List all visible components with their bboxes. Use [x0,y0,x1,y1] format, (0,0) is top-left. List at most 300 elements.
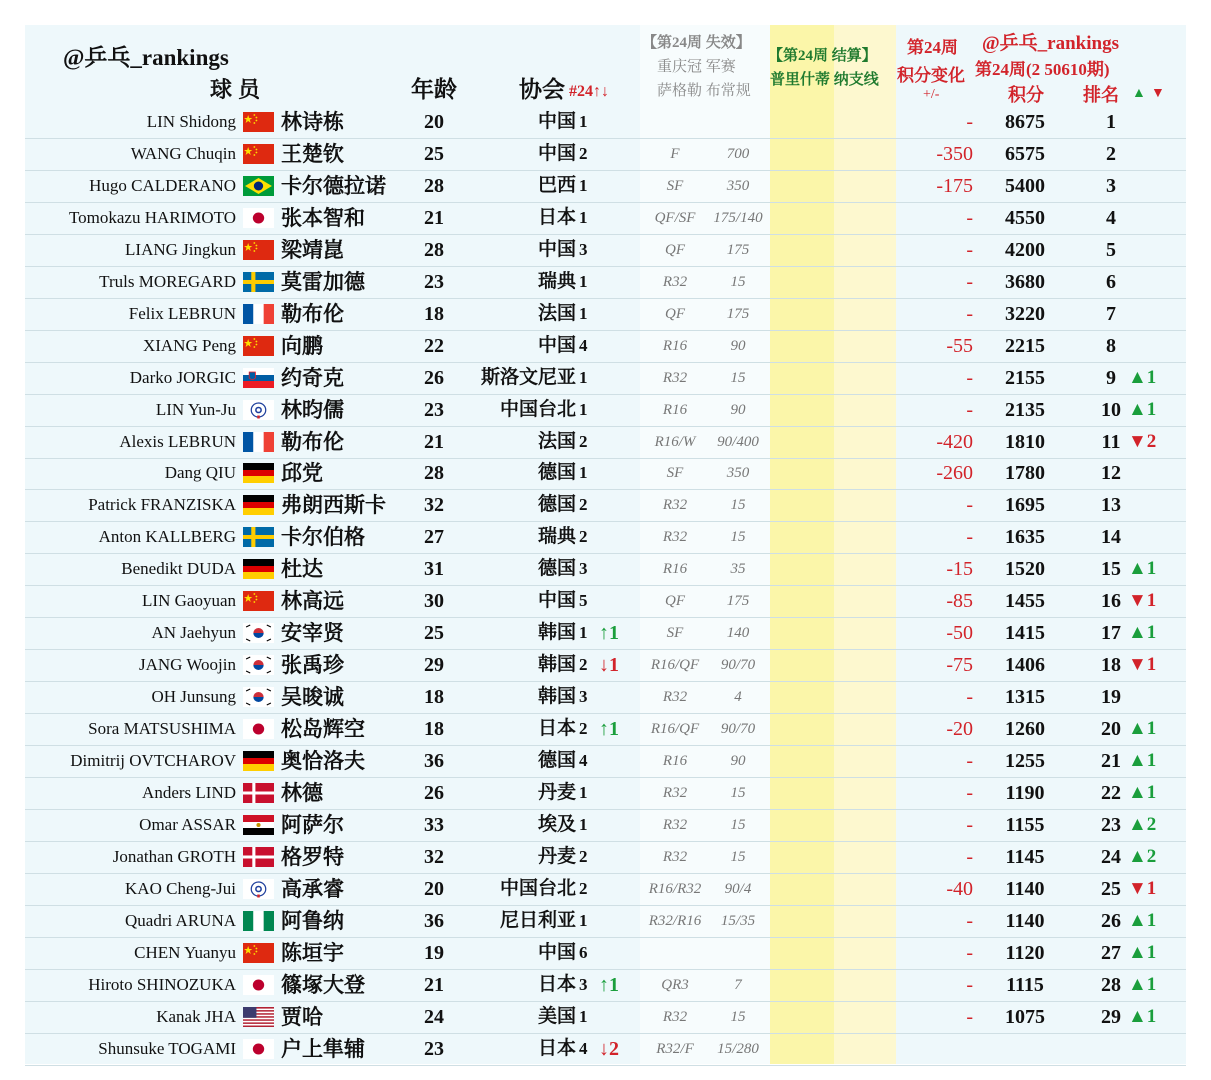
ranking-points: 1260 [1005,718,1045,741]
header-settle-1: 【第24周 结算】 [768,48,877,64]
player-name-cn: 林高远 [281,589,344,614]
expiring-round: QF [665,593,685,610]
brazil-flag-icon [243,176,274,196]
world-rank: 10 [1101,398,1121,421]
expiring-result [640,489,770,521]
points-change: - [966,909,973,932]
header-assoc-rank: #24↑↓ [569,83,609,100]
expiring-points: 15 [730,369,746,386]
world-rank: 20 [1101,718,1121,741]
expiring-result [640,681,770,713]
table-row [25,873,1186,906]
expiring-result [640,585,770,617]
expiring-round: R32 [662,497,688,514]
expiring-round: R16/W [654,433,696,450]
expiring-round: QF [665,241,685,258]
player-name-cn: 吴晙诚 [281,685,344,710]
germany-flag-icon [243,463,274,483]
player-name-cn: 王楚钦 [281,141,344,166]
player-age: 20 [424,111,444,133]
player-association: 德国 [537,558,576,580]
player-age: 18 [424,302,444,325]
nigeria-flag-icon [243,911,274,931]
player-name-cn: 张禹珍 [281,653,344,678]
expiring-points: 90/400 [717,433,759,450]
rank-movement: ▲1 [1128,973,1157,995]
header-player: 球员 [210,77,267,102]
rank-movement: ▲1 [1128,1005,1157,1027]
rank-movement: ▲2 [1128,845,1157,867]
expiring-result [640,138,770,170]
table-row [25,394,1186,427]
ranking-points: 1075 [1005,1005,1045,1028]
points-change: - [966,302,973,325]
association-rank-change: ↓1 [599,654,619,677]
player-association: 丹麦 [537,845,576,867]
expiring-result [640,873,770,905]
player-name-cn: 杜达 [281,557,323,582]
table-row [25,681,1186,714]
player-name-cn: 阿萨尔 [281,812,344,837]
expiring-round: SF [666,177,684,194]
expiring-result [640,841,770,873]
expiring-points: 15 [730,497,746,514]
expiring-result [640,362,770,394]
association-rank: 2 [579,143,588,163]
expiring-result [640,521,770,553]
table-row [25,362,1186,395]
association-rank: 5 [579,591,588,611]
player-name-en: Omar ASSAR [139,814,236,834]
tpe-flag-icon [243,879,274,899]
player-name-cn: 弗朗西斯卡 [281,493,386,518]
world-rank: 18 [1101,654,1121,677]
points-change: -40 [946,877,973,900]
player-name-en: CHEN Yuanyu [134,942,236,962]
player-association: 中国 [537,941,576,963]
rank-movement: ▼2 [1128,430,1157,452]
table-row [25,777,1186,810]
expiring-round: R32 [662,273,688,290]
player-association: 日本 [537,1037,576,1059]
header-up-icon: ▲ [1132,86,1146,101]
expiring-points: 175 [726,593,750,610]
ranking-points: 2135 [1005,398,1045,421]
player-age: 20 [424,877,444,900]
association-rank: 3 [579,687,588,707]
expiring-round: R32 [662,1008,688,1025]
player-name-cn: 勒布伦 [281,429,344,454]
player-age: 25 [424,622,444,645]
player-name-en: Tomokazu HARIMOTO [68,207,236,227]
expiring-result [640,713,770,745]
player-association: 中国 [537,238,576,260]
player-age: 33 [424,813,444,836]
expiring-round: R32 [662,529,688,546]
player-association: 韩国 [537,686,576,708]
expiring-points: 7 [734,976,742,993]
points-change: -350 [936,142,973,165]
header-assoc: 协会 [519,77,565,102]
world-rank: 8 [1106,334,1116,357]
player-name-en: KAO Cheng-Jui [125,878,236,898]
player-name-cn: 奥恰洛夫 [281,749,365,773]
expiring-round: R32/F [656,1040,694,1057]
points-change: - [966,111,973,133]
player-name-cn: 陈垣宇 [281,940,344,965]
world-rank: 16 [1101,590,1121,613]
ranking-points: 6575 [1005,142,1045,165]
header-change-3: +/- [923,87,940,102]
header-points-1: 第24周(2 50610期) [975,60,1110,79]
table-row [25,1001,1186,1034]
china-flag-icon [243,144,274,164]
association-rank: 6 [579,942,588,962]
header-loss-2: 重庆冠 军赛 [657,59,736,75]
player-name-en: Dimitrij OVTCHAROV [70,751,236,770]
expiring-points: 15/35 [720,912,756,929]
player-name-cn: 贾哈 [281,1004,323,1029]
egypt-flag-icon [243,815,274,835]
player-name-en: Hugo CALDERANO [89,175,236,195]
ranking-points: 1810 [1005,430,1045,453]
player-age: 31 [424,558,444,581]
ranking-points: 5400 [1005,174,1045,197]
usa-flag-icon [243,1007,274,1027]
expiring-round: R32 [662,689,688,706]
rank-movement: ▲1 [1128,750,1157,771]
ranking-points: 1635 [1005,526,1045,549]
ranking-points: 1155 [1005,813,1045,836]
expiring-round: R16 [662,337,688,354]
player-name-cn: 卡尔德拉诺 [281,173,386,198]
player-name-cn: 梁靖崑 [281,237,344,262]
player-name-en: Dang QIU [164,463,236,483]
header-settle-2: 普里什蒂 纳支线 [770,72,879,88]
points-change: -175 [936,174,973,197]
world-rank: 24 [1101,845,1121,868]
ranking-points: 4550 [1005,206,1045,229]
expiring-round: R16/QF [650,657,700,674]
ranking-points: 1120 [1005,941,1045,964]
expiring-points: 15/280 [717,1040,759,1057]
ranking-points: 4200 [1005,238,1045,261]
table-header [25,25,1186,106]
world-rank: 19 [1101,686,1121,709]
world-rank: 2 [1106,142,1116,165]
china-flag-icon [243,336,274,356]
world-rank: 13 [1101,494,1121,517]
header-down-icon: ▼ [1151,86,1165,101]
player-name-en: Patrick FRANZISKA [88,495,236,515]
player-association: 韩国 [537,622,576,644]
world-rank: 21 [1101,750,1121,772]
table-row [25,106,1186,139]
ranking-points: 1140 [1005,909,1045,932]
tpe-flag-icon [243,400,274,420]
sweden-flag-icon [243,272,274,292]
world-rank: 12 [1101,462,1121,485]
expiring-round: QR3 [661,976,689,993]
expiring-result [640,937,770,969]
association-rank: 2 [579,431,588,451]
association-rank-change: ↓2 [599,1037,619,1060]
ranking-points [983,1033,1067,1065]
points-change: - [966,973,973,996]
association-rank: 1 [579,623,588,643]
player-name-en: WANG Chuqin [130,143,236,163]
association-rank: 2 [579,495,588,515]
association-rank: 1 [579,782,588,802]
japan-flag-icon [243,1039,274,1059]
player-association: 尼日利亚 [499,909,576,931]
association-rank-change: ↑1 [599,622,619,645]
player-name-cn: 莫雷加德 [281,269,365,294]
ranking-points: 1415 [1005,622,1045,645]
player-age: 21 [424,206,444,229]
table-row [25,649,1186,682]
rank-movement: ▲1 [1128,558,1157,580]
player-association: 韩国 [537,654,576,676]
world-rank: 26 [1101,909,1121,932]
player-name-en: XIANG Peng [142,335,236,355]
expiring-round: R32 [662,816,688,833]
player-name-cn: 阿鲁纳 [281,908,344,933]
expiring-round: R16/R32 [648,880,702,897]
player-age: 36 [424,909,444,932]
rank-movement: ▼1 [1128,590,1157,612]
points-change: - [966,366,973,389]
player-age: 24 [424,1005,444,1028]
ranking-points: 8675 [1005,111,1045,133]
expiring-points: 90 [730,753,746,769]
expiring-round: SF [666,465,684,482]
player-age: 23 [424,398,444,421]
player-name-en: LIANG Jingkun [125,239,236,259]
association-rank: 1 [579,175,588,195]
expiring-points: 700 [726,145,750,162]
world-rank: 6 [1106,270,1116,293]
player-association: 美国 [537,1005,576,1027]
player-name-cn: 张本智和 [281,205,365,230]
player-name-cn: 勒布伦 [281,301,344,326]
expiring-round: SF [666,625,684,642]
player-age: 26 [424,781,444,804]
table-row [25,937,1186,970]
world-rank: 27 [1101,941,1121,964]
ranking-points: 1695 [1005,494,1045,517]
player-age: 28 [424,174,444,197]
player-age: 29 [424,654,444,677]
association-rank: 1 [579,463,588,483]
table-row [25,745,1186,778]
player-association: 瑞典 [537,270,576,292]
association-rank: 2 [579,655,588,675]
rank-movement: ▲1 [1128,941,1157,963]
denmark-flag-icon [243,847,274,867]
expiring-points: 350 [726,177,750,194]
ranking-points: 1145 [1005,845,1045,868]
player-name-en: JANG Woojin [138,655,236,675]
world-rank: 1 [1106,111,1116,133]
player-association: 瑞典 [537,526,576,548]
header-loss-3: 萨格勒 布常规 [657,83,751,99]
world-rank: 11 [1101,430,1121,453]
points-change: - [966,781,973,804]
points-change: - [966,686,973,709]
world-rank: 5 [1106,238,1116,261]
rank-movement: ▼1 [1128,877,1157,899]
player-name-en: Jonathan GROTH [112,846,236,866]
association-rank-change: ↑1 [599,718,619,741]
japan-flag-icon [243,208,274,228]
rank-movement: ▲1 [1128,622,1157,644]
player-age: 18 [424,686,444,709]
player-name-cn: 卡尔伯格 [281,525,365,550]
japan-flag-icon [243,975,274,995]
player-name-en: Hiroto SHINOZUKA [88,974,236,994]
table-row [25,713,1186,746]
player-name-cn: 约奇克 [281,365,344,390]
ranking-points: 3680 [1005,270,1045,293]
table-row [25,170,1186,203]
rank-movement: ▲1 [1128,366,1157,388]
player-name-cn: 篠塚大登 [281,972,365,997]
expiring-points: 35 [730,561,746,578]
expiring-round: R16 [662,561,688,578]
denmark-flag-icon [243,783,274,803]
player-association: 中国 [537,334,576,356]
player-age: 28 [424,462,444,485]
player-name-cn: 格罗特 [281,844,344,869]
player-association: 丹麦 [537,781,576,803]
ranking-points: 1780 [1005,462,1045,485]
expiring-points: 175/140 [713,209,763,226]
points-change: - [966,206,973,229]
expiring-points: 90 [730,401,746,418]
korea-flag-icon [243,623,274,643]
association-rank: 1 [579,910,588,930]
ranking-points: 3220 [1005,302,1045,325]
points-change: - [966,526,973,549]
player-age: 32 [424,494,444,517]
association-rank: 1 [579,271,588,291]
expiring-points: 90/4 [724,880,752,897]
points-change: -260 [936,462,973,485]
player-association: 日本 [537,973,576,995]
expiring-round: R16/QF [650,721,700,738]
player-age: 18 [424,718,444,741]
expiring-points: 350 [726,465,750,482]
expiring-round: R16 [662,753,688,769]
china-flag-icon [243,112,274,132]
expiring-result [640,394,770,426]
player-age: 21 [424,430,444,453]
expiring-result [640,234,770,266]
table-row [25,457,1186,490]
china-flag-icon [243,943,274,963]
association-rank: 1 [579,303,588,323]
player-association: 埃及 [537,813,576,835]
expiring-round: QF/SF [654,209,696,226]
player-age: 36 [424,750,444,772]
player-name-en: Darko JORGIC [129,367,236,387]
player-age: 27 [424,526,444,549]
association-rank: 2 [579,527,588,547]
player-name-cn: 林昀儒 [281,397,344,422]
player-age: 21 [424,973,444,996]
rank-movement: ▼1 [1128,654,1157,676]
points-change: -50 [946,622,973,645]
france-flag-icon [243,432,274,452]
ranking-points: 2155 [1005,366,1045,389]
expiring-result [640,1033,770,1065]
expiring-points: 4 [734,689,742,706]
expiring-points: 140 [726,625,750,642]
player-name-en: AN Jaehyun [151,623,236,643]
header-rank: 排名 [1083,85,1119,105]
player-name-en: Kanak JHA [156,1006,236,1026]
watermark-right: @乒乓_rankings [982,33,1119,54]
association-rank: 3 [579,239,588,259]
expiring-points: 90/70 [720,721,756,738]
korea-flag-icon [243,655,274,675]
world-rank: 15 [1101,558,1121,581]
world-rank: 23 [1101,813,1121,836]
ranking-board [25,25,1186,1064]
expiring-points: 175 [726,305,750,322]
points-change: -420 [936,430,973,453]
player-name-cn: 安宰贤 [281,621,344,646]
player-age: 25 [424,142,444,165]
expiring-result [640,298,770,330]
player-name-cn: 邱党 [281,461,323,486]
rank-movement: ▲1 [1128,718,1157,740]
association-rank: 2 [579,846,588,866]
rank-movement: ▲1 [1128,909,1157,931]
world-rank: 17 [1101,622,1121,645]
expiring-result [640,649,770,681]
player-association: 斯洛文尼亚 [480,366,576,388]
table-row [25,330,1186,363]
world-rank: 3 [1106,174,1116,197]
player-association: 中国台北 [499,877,576,899]
expiring-round: F [670,145,680,162]
expiring-round: R32 [662,369,688,386]
header-change-2: 积分变化 [897,66,965,85]
rank-movement: ▲1 [1128,781,1157,803]
player-age: 19 [424,941,444,964]
player-name-cn: 松岛辉空 [281,717,365,742]
table-row [25,266,1186,299]
player-name-en: OH Junsung [151,687,236,707]
ranking-points: 1255 [1005,750,1045,772]
player-name-en: Sora MATSUSHIMA [88,719,236,739]
japan-flag-icon [243,719,274,739]
expiring-round: QF [665,305,685,322]
ranking-points: 2215 [1005,334,1045,357]
header-change-1: 第24周 [907,38,958,57]
world-rank: 29 [1101,1005,1121,1028]
expiring-result [640,170,770,202]
france-flag-icon [243,304,274,324]
sweden-flag-icon [243,527,274,547]
expiring-round: R32 [662,784,688,801]
expiring-result [640,457,770,489]
expiring-result [640,106,770,138]
player-age: 23 [424,1037,444,1060]
table-row [25,905,1186,938]
